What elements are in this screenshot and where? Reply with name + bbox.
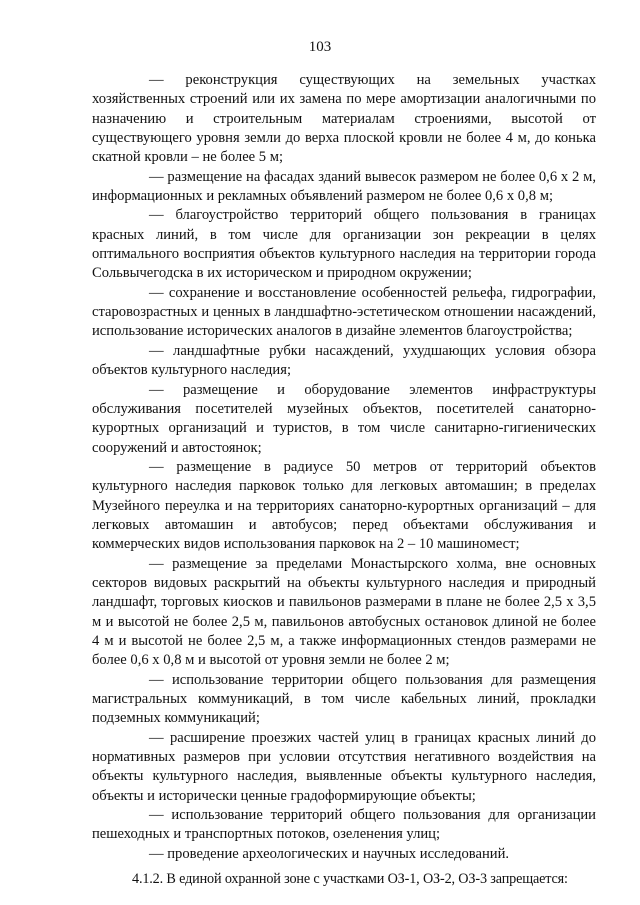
document-body <box>92 71 596 889</box>
list-item: — ландшафтные рубки насаждений, ухудшающих условия обзора объектов культурного наследия; <box>92 342 596 379</box>
section-heading: 4.1.2. В единой охранной зоне с участками ОЗ-1, ОЗ-2, ОЗ-3 запрещается: <box>132 871 568 888</box>
list-item: — размещение на фасадах зданий вывесок размером не более 0,6 х 2 м, информационных и рекламных объявлений размером не более 0,6 х 0,8 м; <box>92 168 596 205</box>
list-item: — благоустройство территорий общего пользования в границах красных линий, в том числе для организации зон рекреации в целях оптимального восприятия объектов культурного наследия на территории города Сольвычегодска в их историческом и природном окружении; <box>92 207 596 282</box>
list-item: — использование территорий общего пользования для организации пешеходных и транспортных потоков, озеленения улиц; <box>92 807 596 843</box>
list-item: — проведение археологических и научных исследований. <box>149 845 510 862</box>
list-item: — расширение проезжих частей улиц в границах красных линий до нормативных размеров при условии отсутствия негативного воздействия на объекты культурного наследия, выявленные объекты культурного наследия, объекты и исторически ценные градоформирующие объекты; <box>92 729 596 804</box>
list-item: — размещение в радиусе 50 метров от территорий объектов культурного наследия парковок только для легковых автомашин; в пределах Музейного переулка и на территориях санаторно-курортных организаций – для легковых автомашин и автобусов; перед объектами обслуживания и коммерческих видов использования парковок на 2 – 10 машиномест; <box>92 458 596 553</box>
list-item: — использование территории общего пользования для размещения магистральных коммуникаций, в том числе кабельных линий, прокладки подземных коммуникаций; <box>92 671 596 727</box>
list-item: — размещение за пределами Монастырского холма, вне основных секторов видовых раскрытий на объекты культурного наследия и природный ландшафт, торговых киосков и павильонов размерами в плане не более 2,5 х 3,5 м и высотой не более 2,5 м, павильонов автобусных остановок длиной не более 4 м и высотой не более 2,5 м, а также информационных стендов размерами не более 0,6 х 0,8 м и высотой от уровня земли не более 2 м; <box>92 555 596 669</box>
list-item: — реконструкция существующих на земельных участках хозяйственных строений или их замена по мере амортизации аналогичными по назначению и строительным материалам строениями, высотой от существующего уровня земли до верха плоской кровли не более 4 м, до конька скатной кровли – не более 5 м; <box>92 72 596 166</box>
list-item: — размещение и оборудование элементов инфраструктуры обслуживания посетителей музейных объектов, посетителей санаторно-курортных организаций и туристов, в том числе санитарно-гигиенических сооружений и автостоянок; <box>92 381 596 456</box>
page-number: 103 <box>308 39 332 55</box>
list-item: — сохранение и восстановление особенностей рельефа, гидрографии, старовозрастных и ценных в ландшафтно-эстетическом отношении насаждений, использование исторических аналогов в дизайне элементов благоустройства; <box>92 284 596 340</box>
